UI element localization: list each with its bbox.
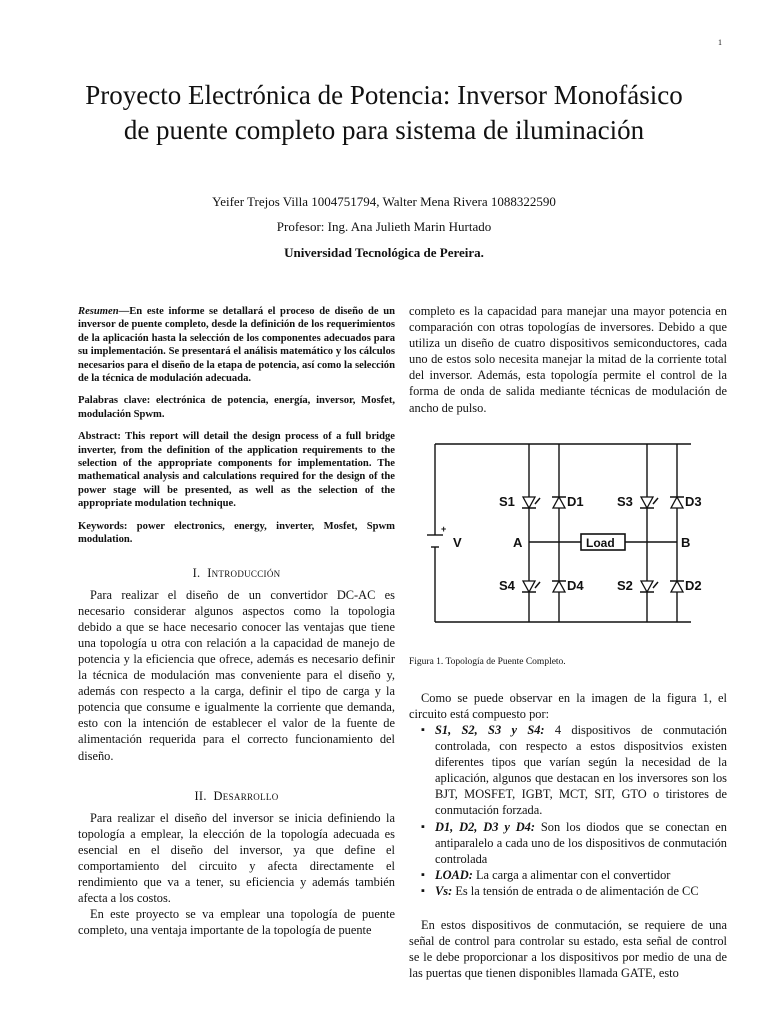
keywords: Keywords: power electronics, energy, inverter, Mosfet, Spwm modulation. [78, 520, 395, 546]
label-d1: D1 [567, 493, 584, 509]
source-plus: + [441, 523, 447, 534]
label-d4: D4 [567, 577, 584, 593]
desarrollo-paragraph-2: En este proyecto se va emplear una topología de puente completo, una ventaja importante de la topología de puente [78, 907, 395, 938]
left-column [78, 305, 395, 938]
figure-caption: Figura 1. Topología de Puente Completo. [409, 656, 566, 667]
section-heading-desarrollo [78, 788, 395, 804]
label-s1: S1 [499, 493, 515, 509]
professor: Profesor: Ing. Ana Julieth Marin Hurtado [276, 219, 492, 234]
list-term: LOAD: [435, 867, 473, 882]
list-term: D1, D2, D3 y D4: [435, 819, 535, 834]
node-b: B [681, 534, 691, 550]
list-term: S1, S2, S3 y S4: [435, 722, 545, 737]
authors: Yeifer Trejos Villa 1004751794, Walter Mena Rivera 1088322590 [212, 194, 556, 209]
section-title: Desarrollo [213, 788, 279, 803]
list-intro: Como se puede observar en la imagen de la figura 1, el circuito está compuesto por: [409, 690, 727, 721]
palabras-clave: Palabras clave: electrónica de potencia, energía, inversor, Mosfet, modulación Spwm. [78, 395, 395, 420]
source-label: V [453, 534, 462, 550]
resumen-label: Resumen [78, 306, 119, 317]
desarrollo-paragraph-1: Para realizar el diseño del inversor se inicia definiendo la topología a emplear, la elección de la topología adecuada es esencial en el diseño del inversor, ya que define el comportamiento del circuito y afecta directamente el rendimiento que va a tener, su eficiencia y además también afecta a los costos. [78, 810, 395, 906]
figure-full-bridge [409, 436, 727, 646]
load-label: Load [586, 535, 615, 550]
right-column [409, 303, 727, 981]
list-item [421, 867, 727, 883]
university: Universidad Tecnológica de Pereira. [284, 245, 484, 260]
label-s2: S2 [617, 577, 633, 593]
node-a: A [513, 534, 523, 550]
list-text: 4 dispositivos de conmutación controlada, con respecto a estos dispositvios existen diferentes tipos que varían según la necesidad de la aplicación, algunos que destacan en los inversores son los BJT, MOSFET, IGBT, MCT, SIT, GTO o tiristores de conmutación forzada. [435, 722, 727, 818]
label-s3: S3 [617, 493, 633, 509]
abstract: Abstract: This report will detail the design process of a full bridge inverter, from the definition of the application requirements to the selection of the appropriate components for implementation. The mathematical analysis and calculations required for the design of the power stage will be presented, as well as the selection of the appropriate modulation technique. [78, 431, 395, 510]
intro-paragraph: Para realizar el diseño de un convertidor DC-AC es necesario considerar algunos aspectos como la topologia debido a que se hace necesario conocer las ventajas que tiene una topología u otra con relación a la capacidad de manejo de potencia y la eficiencia que ofrece, además es necesario definir la técnica de modulación mas conveniente para el diseño y, además con respecto a la carga, definir el tipo de carga y la potencia que consume e igualmente la corriente que demanda, esto con la intención de establecer el valor de la fuente de alimentación requerida para el correcto funcionamiento del diseño. [78, 587, 395, 763]
list-text: Son los diodos que se conectan en antiparalelo a cada uno de los dispositivos de conmutación controlada [435, 819, 727, 866]
label-d3: D3 [685, 493, 702, 509]
list-item [421, 883, 727, 899]
full-bridge-circuit-diagram [409, 436, 727, 646]
section-title: Introducción [207, 565, 281, 580]
list-term: Vs: [435, 883, 453, 898]
section-number: I. [192, 565, 201, 580]
continued-paragraph: completo es la capacidad para manejar una mayor potencia en comparación con otras topologías de inversores. Debido a que utiliza un diseño de cuatro dispositivos semiconductores, cada uno de estos solo necesita manejar la mitad de la corriente total del inversor. Además, esta topología permite el control de la forma de onda de salida mediante técnicas de modulación de ancho de pulso. [409, 304, 727, 415]
resumen [78, 305, 395, 385]
label-d2: D2 [685, 577, 702, 593]
section-number: II. [194, 788, 207, 803]
component-list [409, 722, 727, 899]
list-text: Es la tensión de entrada o de alimentación de CC [452, 883, 699, 898]
resumen-text: —En este informe se detallará el proceso de diseño de un inversor de puente completo, desde la definición de los requerimientos de la aplicación hasta la selección de los componentes adecuados para su implementación. Se presentará el análisis matemático y los cálculos necesarios para el diseño de la etapa de potencia, así como la selección de la técnica de modulación adecuada. [78, 306, 395, 385]
section-heading-introduccion [78, 565, 395, 581]
paper-title: Proyecto Electrónica de Potencia: Inversor Monofásico de puente completo para sistema de iluminación [85, 80, 683, 145]
list-item [421, 722, 727, 819]
label-s4: S4 [499, 577, 515, 593]
page-number: 1 [718, 38, 722, 47]
final-paragraph: En estos dispositivos de conmutación, se requiere de una señal de control para controlar su estado, esta señal de control se le debe proporcionar a los dispositivos por medio de una de las puertas que tienen disponibles llamada GATE, esto [409, 917, 727, 981]
list-text: La carga a alimentar con el convertidor [472, 867, 671, 882]
list-item [421, 819, 727, 867]
